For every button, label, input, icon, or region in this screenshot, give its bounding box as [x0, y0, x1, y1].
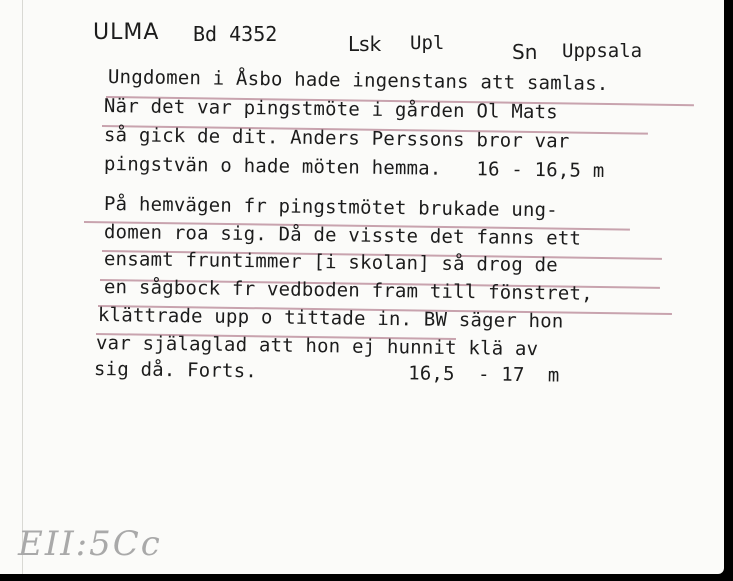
landskap-value: Upl — [410, 32, 445, 54]
text-line: så gick de dit. Anders Perssons bror var — [103, 124, 570, 153]
text-line: en sågbock fr vedboden fram till fönstret, — [103, 276, 593, 305]
text-line: sig då. Forts. 16,5 - 17 m — [93, 358, 560, 387]
text-line: På hemvägen fr pingstmötet brukade ung- — [103, 193, 559, 222]
landskap-label: Lsk — [348, 32, 382, 56]
text-line: var själaglad att hon ej hunnit klä av — [95, 332, 539, 361]
card-edge-line — [22, 0, 23, 574]
text-line: domen roa sig. Då de visste det fanns ett — [103, 221, 582, 250]
text-line: ensamt fruntimmer [i skolan] så drog de — [103, 248, 559, 277]
text-line: Ungdomen i Åsbo hade ingenstans att samlas. — [107, 66, 609, 95]
socken-value: Uppsala — [562, 40, 643, 62]
volume-number: Bd 4352 — [193, 22, 278, 46]
archive-code: ULMA — [93, 20, 160, 45]
text-line: När det var pingstmöte i gården Ol Mats — [103, 95, 559, 124]
text-line: klättrade upp o tittade in. BW säger hon — [97, 304, 564, 333]
socken-label: Sn — [512, 40, 538, 64]
text-line: pingstvän o hade möten hemma. 16 - 16,5 m — [103, 153, 605, 182]
handwritten-signum: EII:5Cc — [18, 524, 162, 564]
